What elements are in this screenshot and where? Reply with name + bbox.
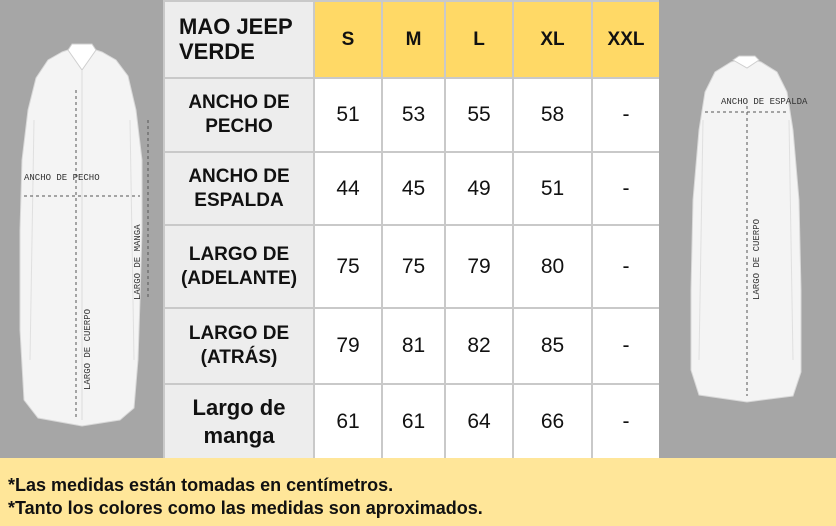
note-approximate: *Tanto los colores como las medidas son aproximados.	[8, 498, 483, 518]
table-cell: 45	[382, 152, 445, 225]
table-cell: 44	[314, 152, 382, 225]
table-cell: 79	[445, 225, 513, 308]
table-cell: 79	[314, 308, 382, 384]
table-cell: 85	[513, 308, 592, 384]
sleeve-measure-label: LARGO DE MANGA	[133, 224, 143, 300]
table-cell: 75	[314, 225, 382, 308]
table-cell: -	[592, 152, 660, 225]
size-header-l: L	[445, 1, 513, 78]
table-cell: 51	[513, 152, 592, 225]
table-cell: -	[592, 384, 660, 459]
size-header-row	[164, 1, 660, 78]
table-cell: 55	[445, 78, 513, 152]
front-shirt-illustration	[0, 0, 163, 458]
table-cell: 51	[314, 78, 382, 152]
table-row	[164, 384, 660, 459]
back-shirt-illustration	[659, 0, 836, 458]
table-cell: 64	[445, 384, 513, 459]
table-cell: -	[592, 78, 660, 152]
table-cell: -	[592, 308, 660, 384]
row-label-largo-manga: Largo de manga	[164, 384, 314, 459]
table-cell: 80	[513, 225, 592, 308]
row-label-largo-adelante: LARGO DE (ADELANTE)	[164, 225, 314, 308]
table-row	[164, 152, 660, 225]
notes-banner	[0, 458, 836, 526]
row-label-ancho-espalda: ANCHO DE ESPALDA	[164, 152, 314, 225]
front-shirt-diagram	[0, 0, 163, 458]
body-measure-label: LARGO DE CUERPO	[83, 308, 93, 390]
size-header-m: M	[382, 1, 445, 78]
row-label-ancho-pecho: ANCHO DE PECHO	[164, 78, 314, 152]
table-row	[164, 225, 660, 308]
table-cell: 81	[382, 308, 445, 384]
table-cell: 61	[314, 384, 382, 459]
size-chart-table	[163, 0, 661, 460]
product-title: MAO JEEP VERDE	[164, 1, 314, 78]
note-units: *Las medidas están tomadas en centímetros.	[8, 475, 394, 495]
chest-measure-label: ANCHO DE PECHO	[24, 173, 100, 183]
table-cell: 75	[382, 225, 445, 308]
body-measure-label: LARGO DE CUERPO	[752, 218, 762, 300]
table-row	[164, 308, 660, 384]
table-row	[164, 78, 660, 152]
table-cell: 82	[445, 308, 513, 384]
size-header-xxl: XXL	[592, 1, 660, 78]
back-measure-label: ANCHO DE ESPALDA	[721, 97, 808, 107]
table-cell: 49	[445, 152, 513, 225]
size-header-xl: XL	[513, 1, 592, 78]
table-cell: 66	[513, 384, 592, 459]
table-cell: 53	[382, 78, 445, 152]
table-cell: 58	[513, 78, 592, 152]
size-header-s: S	[314, 1, 382, 78]
table-cell: 61	[382, 384, 445, 459]
table-cell: -	[592, 225, 660, 308]
row-label-largo-atras: LARGO DE (ATRÁS)	[164, 308, 314, 384]
back-shirt-diagram	[659, 0, 836, 458]
